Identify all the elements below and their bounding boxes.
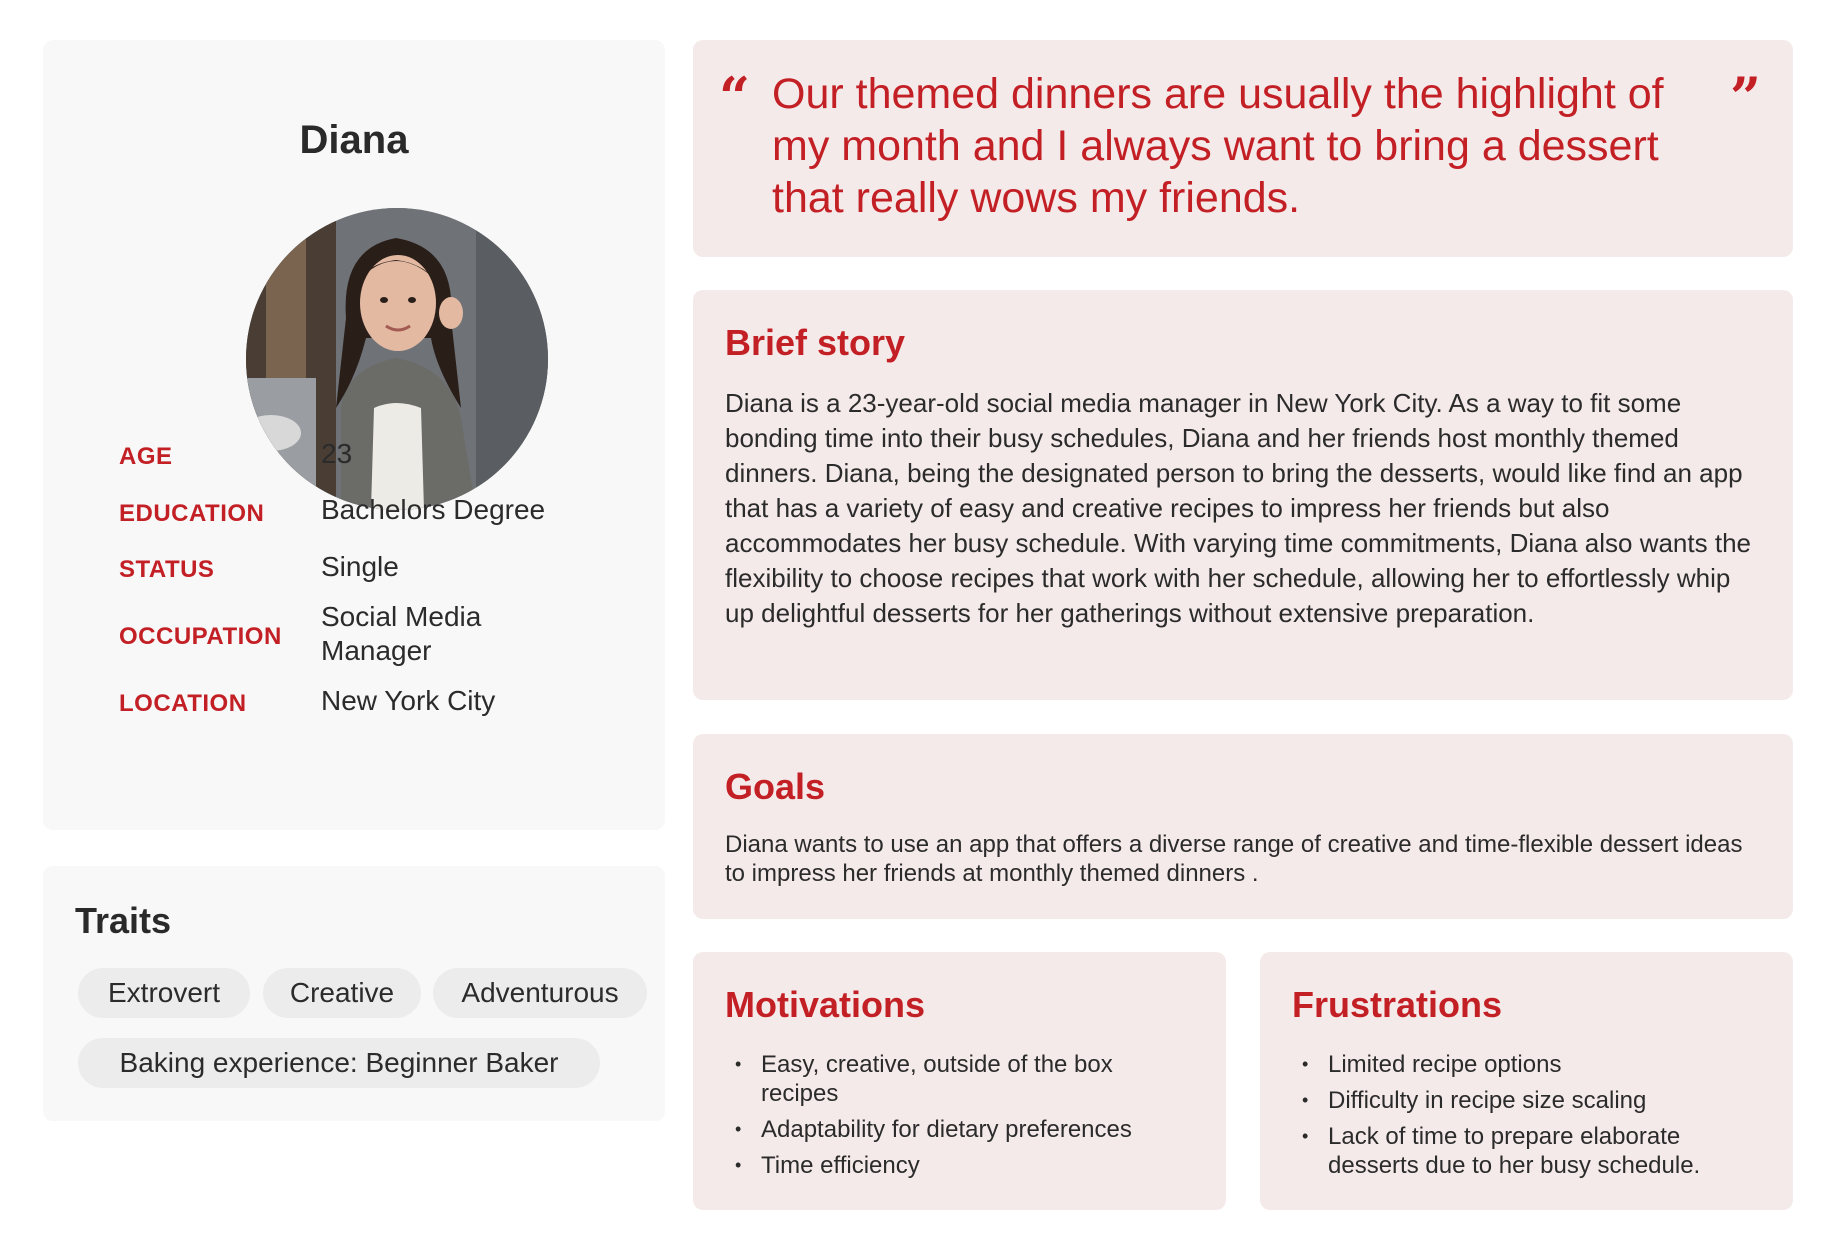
profile-card (43, 40, 665, 830)
brief-story-body: Diana is a 23-year-old social media manager in New York City. As a way to fit some bonding time into their busy schedules, Diana and her friends host monthly themed dinners. Diana, being the designated person to bring the desserts, would like find an app that has a variety of easy and creative recipes to impress her friends but also accommodates her busy schedule. With varying time commitments, Diana also wants the flexibility to choose recipes that work with her schedule, allowing her to effortlessly whip up delightful desserts for her gatherings without extensive preparation. (725, 388, 1751, 628)
status-value: Single (321, 551, 399, 582)
frustrations-card (1260, 952, 1793, 1210)
traits-title: Traits (75, 900, 172, 941)
education-value: Bachelors Degree (321, 494, 546, 525)
brief-story-card (693, 290, 1793, 700)
motivations-card (693, 952, 1226, 1210)
brief-story-title: Brief story (725, 322, 906, 363)
traits-card (43, 866, 665, 1121)
list-item: • Adaptability for dietary preferences (725, 1115, 1185, 1144)
list-item: • Limited recipe options (1292, 1050, 1762, 1079)
trait-pill-extrovert: Extrovert (78, 968, 250, 1018)
goals-body: Diana wants to use an app that offers a diverse range of creative and time-flexible dessert ideas to impress her friends at monthly themed dinners . (725, 831, 1743, 887)
avatar (246, 208, 548, 510)
age-label: AGE (119, 443, 173, 470)
location-label: LOCATION (119, 690, 247, 717)
goals-title: Goals (725, 766, 826, 807)
motivations-list (725, 1050, 1185, 1187)
open-quote-icon: “ (719, 65, 751, 129)
list-item: • Easy, creative, outside of the box recipes (725, 1050, 1185, 1108)
age-value: 23 (321, 438, 353, 469)
education-label: EDUCATION (119, 500, 265, 527)
quote-text: Our themed dinners are usually the highlight of my month and I always want to bring a dessert that really wows my friends. (772, 70, 1664, 222)
motivations-title: Motivations (725, 984, 926, 1025)
location-value: New York City (321, 685, 496, 716)
list-item: • Time efficiency (725, 1151, 1185, 1180)
status-label: STATUS (119, 556, 215, 583)
trait-pill-creative: Creative (263, 968, 421, 1018)
avatar-photo (246, 208, 548, 510)
list-item: • Lack of time to prepare elaborate desserts due to her busy schedule. (1292, 1122, 1762, 1180)
baking-experience-pill: Baking experience: Beginner Baker (78, 1038, 600, 1088)
occupation-label: OCCUPATION (119, 623, 282, 650)
list-item: • Difficulty in recipe size scaling (1292, 1086, 1762, 1115)
frustrations-title: Frustrations (1292, 984, 1503, 1025)
frustrations-list (1292, 1050, 1762, 1187)
trait-pill-adventurous: Adventurous (433, 968, 647, 1018)
persona-name: Diana (299, 118, 409, 162)
goals-card (693, 734, 1793, 919)
occupation-value: Social Media Manager (321, 601, 482, 666)
close-quote-icon: ” (1730, 65, 1762, 129)
quote-card (693, 40, 1793, 257)
